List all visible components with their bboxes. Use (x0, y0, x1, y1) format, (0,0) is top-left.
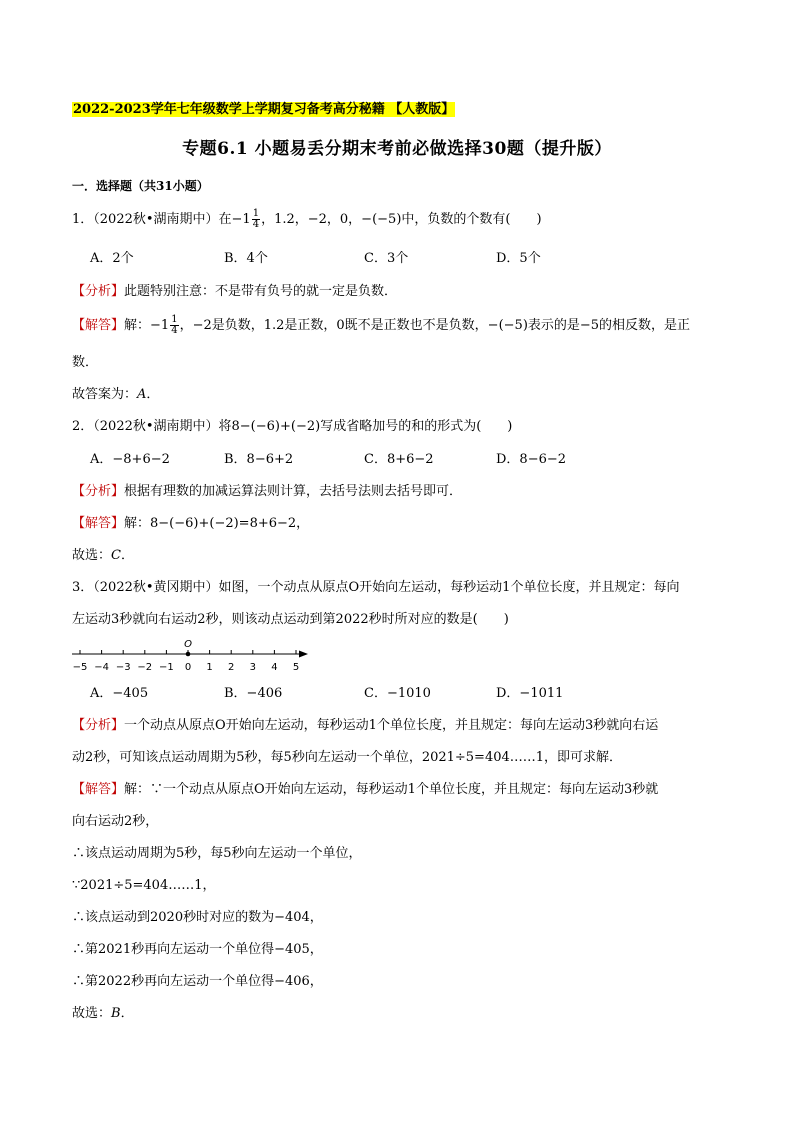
q1-analysis-text: 此题特别注意：不是带有负号的就一定是负数． (124, 284, 398, 299)
doc-header (72, 100, 455, 120)
q3-answer-line7: ∴第2022秒再向左运动一个单位得−406， (72, 974, 323, 989)
q1-answer-text: ，−2是负数，1.2是正数，0既不是正数也不是负数，−(−5)表示的是−5的相反数，是正 (179, 318, 691, 333)
q3-conclusion-end: ． (120, 1006, 134, 1021)
q3-answer-line2: 向右运动2秒， (72, 814, 159, 829)
q1-answer-neg: −1 (150, 318, 170, 333)
q3-conclusion (72, 1004, 134, 1024)
q3-analysis-tag: 【分析】 (72, 718, 125, 733)
tick-label: 0 (184, 662, 192, 673)
q1-answer-cont: 数． (72, 355, 99, 370)
q3-stem-line2: 左运动3秒就向右运动2秒，则该动点运动到第2022秒时所对应的数是( ) (72, 612, 509, 627)
q3-answer-line4: ∵2021÷5=404……1， (72, 878, 216, 893)
q1-option-a[interactable]: A．2个 (90, 251, 134, 266)
q2-analysis-tag: 【分析】 (72, 484, 125, 499)
q2-conclusion (72, 546, 134, 566)
q1-frac-den: 4 (252, 219, 260, 230)
page-title: 专题6.1 小题易丢分期末考前必做选择30题（提升版） (182, 139, 612, 159)
q3-option-b[interactable]: B．−406 (224, 686, 283, 701)
q2-analysis (72, 482, 462, 502)
q2-answer (72, 514, 309, 534)
q3-analysis-text1: 一个动点从原点O开始向左运动，每秒运动1个单位长度，并且规定：每向左运动3秒就向右运 (124, 718, 659, 733)
tick-label: 4 (271, 662, 278, 673)
q1-answer-fraction (170, 315, 178, 336)
origin-label: O (184, 639, 192, 650)
q1-conclusion-text: 故答案为： (72, 387, 138, 402)
q3-option-a[interactable]: A．−405 (90, 686, 149, 701)
q3-answer-text1: 解：∵一个动点从原点O开始向左运动，每秒运动1个单位长度，并且规定：每向左运动3秒就 (124, 782, 659, 797)
q3-answer-line1 (72, 780, 658, 800)
q3-analysis-line1 (72, 716, 658, 736)
q2-conclusion-text: 故选： (72, 548, 112, 563)
tick-label: −3 (115, 662, 131, 673)
tick-label: −5 (72, 662, 88, 673)
tick-label: −1 (159, 662, 174, 673)
number-line-arrow (299, 651, 308, 658)
header-highlight: 2022-2023学年七年级数学上学期复习备考高分秘籍 【人教版】 (73, 102, 455, 117)
q2-option-b[interactable]: B．8−6+2 (224, 452, 294, 467)
q3-answer-line3: ∴该点运动周期为5秒，每5秒向左运动一个单位， (72, 846, 362, 861)
number-line (70, 634, 310, 678)
q2-conclusion-end: ． (120, 548, 134, 563)
q1-stem-prefix: 1．（2022秋•湖南期中）在 (72, 212, 232, 227)
tick-label: 1 (206, 662, 213, 673)
q3-option-d[interactable]: D．−1011 (496, 686, 564, 701)
q3-conclusion-letter: B (111, 1006, 121, 1021)
q2-option-c[interactable]: C．8+6−2 (364, 452, 434, 467)
q2-stem: 2．（2022秋•湖南期中）将8−(−6)+(−2)写成省略加号的和的形式为( ) (72, 419, 513, 434)
q1-option-c[interactable]: C．3个 (364, 251, 409, 266)
tick-label: 2 (228, 662, 235, 673)
q3-analysis-line2: 动2秒，可知该点运动周期为5秒，每5秒向左运动一个单位，2021÷5=404……1，即可求解． (72, 750, 623, 765)
q1-analysis-tag: 【分析】 (72, 284, 125, 299)
q1-conclusion (72, 385, 159, 405)
q3-answer-tag: 【解答】 (72, 782, 125, 797)
q1-neg-whole: −1 (231, 212, 251, 227)
q1-option-b[interactable]: B．4个 (224, 251, 268, 266)
q1-frac-num: 1 (252, 208, 260, 219)
q1-conclusion-end: ． (146, 387, 160, 402)
q1-answer-frac-num: 1 (171, 314, 178, 325)
q1-stem-suffix: ，1.2，−2，0，−(−5)中，负数的个数有( ) (261, 212, 542, 227)
q3-stem-line1: 3．（2022秋•黄冈期中）如图，一个动点从原点O开始向左运动，每秒运动1个单位长度，并且规定：每向 (72, 580, 680, 595)
q3-answer-line5: ∴该点运动到2020秒时对应的数为−404， (72, 910, 323, 925)
q2-option-d[interactable]: D．8−6−2 (496, 452, 567, 467)
q1-answer-frac-den: 4 (171, 325, 178, 336)
q2-option-a[interactable]: A．−8+6−2 (90, 452, 170, 467)
section-heading: 一．选择题（共31小题） (72, 179, 209, 193)
tick-label: 3 (249, 662, 256, 673)
q1-conclusion-letter: A (137, 387, 147, 402)
q2-answer-tag: 【解答】 (72, 516, 125, 531)
tick-label: −4 (94, 662, 109, 673)
q2-analysis-text: 根据有理数的加减运算法则计算，去括号法则去括号即可． (124, 484, 463, 499)
q1-stem (72, 209, 542, 230)
tick-label: 5 (292, 662, 300, 673)
q3-option-c[interactable]: C．−1010 (364, 686, 431, 701)
q1-option-d[interactable]: D．5个 (496, 251, 541, 266)
q1-fraction (252, 209, 260, 230)
q3-answer-line6: ∴第2021秒再向左运动一个单位得−405， (72, 942, 323, 957)
q1-answer-prefix: 解： (124, 318, 151, 333)
q1-answer-tag: 【解答】 (72, 318, 125, 333)
q1-answer (72, 315, 690, 336)
q2-conclusion-letter: C (111, 548, 121, 563)
q3-conclusion-text: 故选： (72, 1006, 112, 1021)
q2-answer-text: 解：8−(−6)+(−2)=8+6−2， (124, 516, 310, 531)
q1-analysis (72, 282, 397, 302)
tick-label: −2 (137, 662, 153, 673)
